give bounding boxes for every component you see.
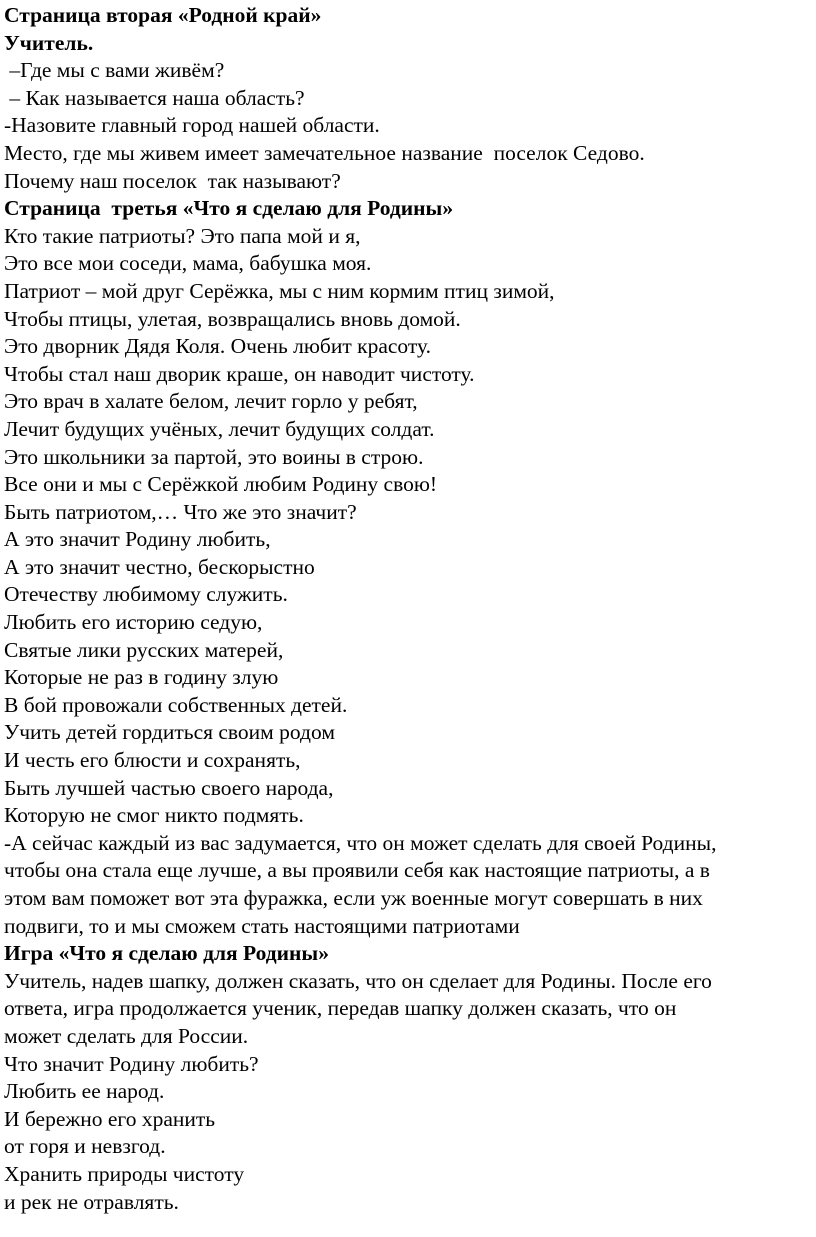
- poem-line: Все они и мы с Серёжкой любим Родину свою!: [4, 472, 438, 497]
- question-line: -Назовите главный город нашей области.: [4, 113, 380, 138]
- poem-line: Лечит будущих учёных, лечит будущих солдат.: [4, 416, 435, 441]
- poem-line: Чтобы стал наш дворик краше, он наводит чистоту.: [4, 361, 475, 386]
- poem-line: Кто такие патриоты? Это папа мой и я,: [4, 223, 361, 248]
- game-poem-line: Хранить природы чистоту: [4, 1161, 245, 1186]
- poem-line: Чтобы птицы, улетая, возвращались вновь домой.: [4, 306, 461, 331]
- poem-line: Отечеству любимому служить.: [4, 582, 288, 607]
- teacher-text-line: -А сейчас каждый из вас задумается, что он может сделать для своей Родины,: [4, 830, 717, 855]
- poem-line: И честь его блюсти и сохранять,: [4, 748, 301, 773]
- poem-line: Быть патриотом,… Что же это значит?: [4, 499, 357, 524]
- poem-line: Святые лики русских матерей,: [4, 637, 284, 662]
- teacher-text-line: чтобы она стала еще лучше, а вы проявили себя как настоящие патриоты, а в: [4, 858, 710, 883]
- poem-line: Это школьники за партой, это воины в строю.: [4, 444, 424, 469]
- section2-heading: Страница вторая «Родной край»: [4, 3, 322, 27]
- poem-line: А это значит честно, бескорыстно: [4, 554, 315, 579]
- question-line: –Где мы с вами живём?: [4, 58, 225, 83]
- poem-line: Любить его историю седую,: [4, 610, 263, 635]
- question-line: Место, где мы живем имеет замечательное название поселок Седово.: [4, 140, 645, 165]
- game-poem-line: Любить ее народ.: [4, 1079, 165, 1104]
- game-poem-line: и рек не отравлять.: [4, 1189, 179, 1214]
- poem-line: Учить детей гордиться своим родом: [4, 720, 335, 745]
- poem-line: Которые не раз в годину злую: [4, 665, 279, 690]
- poem-line: Это врач в халате белом, лечит горло у ребят,: [4, 389, 418, 414]
- poem-line: Быть лучшей частью своего народа,: [4, 775, 334, 800]
- poem-line: Которую не смог никто подмять.: [4, 803, 304, 828]
- poem-line: В бой провожали собственных детей.: [4, 692, 348, 717]
- question-line: – Как называется наша область?: [4, 85, 305, 110]
- poem-line: А это значит Родину любить,: [4, 527, 271, 552]
- game-instruction-line: Учитель, надев шапку, должен сказать, что он сделает для Родины. После его: [4, 968, 712, 993]
- poem-line: Это дворник Дядя Коля. Очень любит красоту.: [4, 334, 431, 359]
- poem-line: Патриот – мой друг Серёжка, мы с ним кормим птиц зимой,: [4, 278, 555, 303]
- teacher-text-line: этом вам поможет вот эта фуражка, если уж военные могут совершать в них: [4, 886, 703, 910]
- section3-heading: Страница третья «Что я сделаю для Родины»: [4, 196, 454, 221]
- game-poem-line: Что значит Родину любить?: [4, 1051, 259, 1076]
- game-instruction-line: может сделать для России.: [4, 1023, 249, 1048]
- game-heading: Игра «Что я сделаю для Родины»: [4, 941, 329, 966]
- question-line: Почему наш поселок так называют?: [4, 168, 341, 193]
- game-instruction-line: ответа, игра продолжается ученик, передав шапку должен сказать, что он: [4, 996, 677, 1021]
- speaker-label: Учитель.: [4, 30, 94, 55]
- poem-line: Это все мои соседи, мама, бабушка моя.: [4, 251, 372, 276]
- game-poem-line: И бережно его хранить: [4, 1106, 216, 1131]
- game-poem-line: от горя и невзгод.: [4, 1134, 166, 1159]
- teacher-text-line: подвиги, то и мы сможем стать настоящими патриотами: [4, 913, 520, 938]
